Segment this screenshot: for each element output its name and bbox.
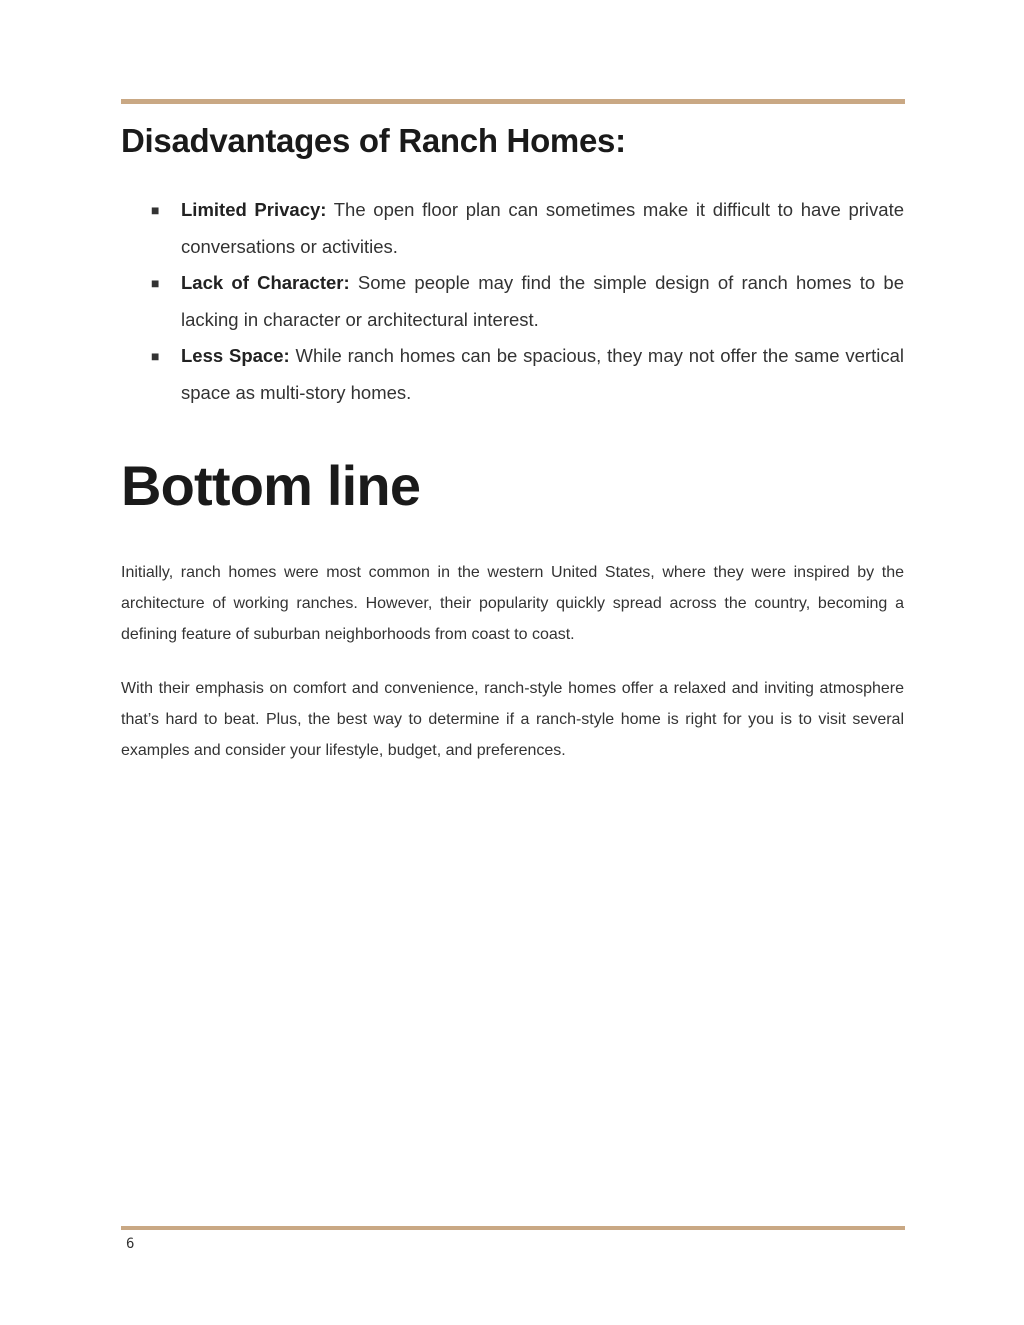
square-bullet-icon: ■ — [151, 275, 160, 291]
list-item-term: Limited Privacy: — [181, 199, 327, 220]
disadvantages-list — [121, 192, 904, 411]
list-item-term: Less Space: — [181, 345, 290, 366]
list-item-text: While ranch homes can be spacious, they may not offer the same vertical space as multi-story homes. — [181, 345, 904, 403]
top-divider-rule — [121, 99, 905, 104]
list-item — [121, 192, 904, 265]
bottom-line-heading: Bottom line — [121, 454, 421, 517]
bottom-divider-rule — [121, 1226, 905, 1230]
list-item-text: Some people may find the simple design of ranch homes to be lacking in character or architectural interest. — [181, 272, 904, 330]
square-bullet-icon: ■ — [151, 348, 160, 364]
section-heading: Disadvantages of Ranch Homes: — [121, 122, 626, 159]
square-bullet-icon: ■ — [151, 202, 160, 218]
page-content — [121, 118, 904, 766]
page-number: 6 — [126, 1236, 135, 1252]
list-item-term: Lack of Character: — [181, 272, 350, 293]
list-item-text: The open floor plan can sometimes make it difficult to have private conversations or activities. — [181, 199, 904, 257]
list-item — [121, 338, 904, 411]
body-paragraph: Initially, ranch homes were most common in the western United States, where they were inspired by the architecture of working ranches. However, their popularity quickly spread across the country, becoming a defining feature of suburban neighborhoods from coast to coast. — [121, 564, 904, 643]
list-item — [121, 265, 904, 338]
body-paragraph: With their emphasis on comfort and convenience, ranch-style homes offer a relaxed and inviting atmosphere that’s hard to beat. Plus, the best way to determine if a ranch-style home is right for you is to visit several examples and consider your lifestyle, budget, and preferences. — [121, 680, 904, 759]
